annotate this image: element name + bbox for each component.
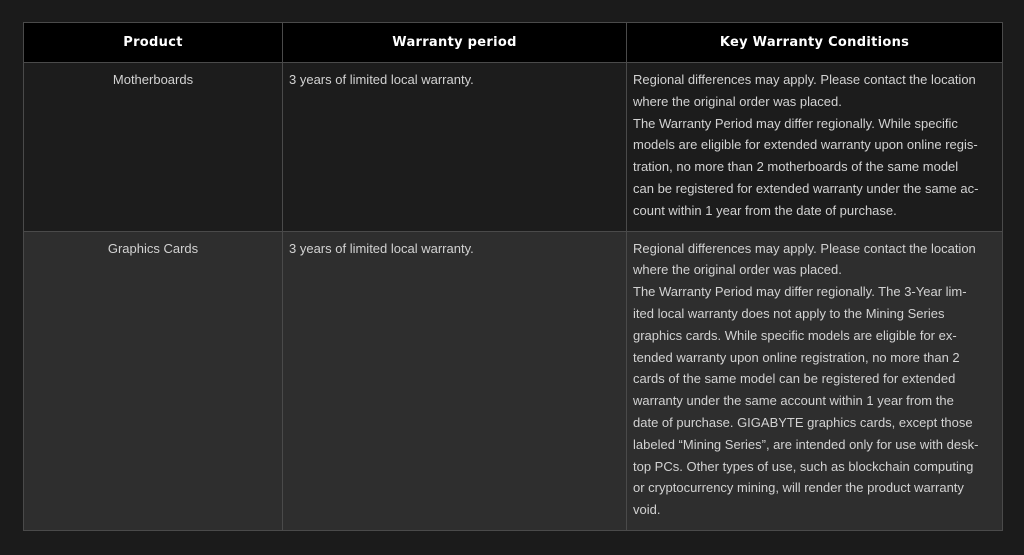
conditions-cell bbox=[627, 63, 1003, 232]
conditions-text: Regional differences may apply. Please contact the location where the original order was placed. The Warranty Period may differ regionally. While specific models are eligible for extended warranty upon online regis- tration, no more than 2 motherboards of the same model can be registered for extended warranty under the same ac- count within 1 year from the date of purchase. bbox=[633, 72, 979, 218]
table-row bbox=[24, 231, 1003, 530]
conditions-cell bbox=[627, 231, 1003, 530]
header-row bbox=[24, 23, 1003, 63]
conditions-text: Regional differences may apply. Please contact the location where the original order was placed. The Warranty Period may differ regionally. The 3-Year lim- ited local warranty does not apply to the Mining Series graphics cards. While specific models are eligible for ex- tended warranty upon online registration, no more than 2 cards of the same model can be registered for extended warranty under the same account within 1 year from the date of purchase. GIGABYTE graphics cards, except those labeled “Mining Series”, are intended only for use with desk- top PCs. Other types of use, such as blockchain computing or cryptocurrency mining, will render the product warranty void. bbox=[633, 240, 979, 518]
product-cell: Graphics Cards bbox=[24, 231, 283, 530]
header-warranty-period: Warranty period bbox=[283, 23, 627, 63]
header-product: Product bbox=[24, 23, 283, 63]
product-cell: Motherboards bbox=[24, 63, 283, 232]
table-header bbox=[24, 23, 1003, 63]
table-body bbox=[24, 63, 1003, 531]
warranty-period-cell: 3 years of limited local warranty. bbox=[283, 63, 627, 232]
warranty-table-container bbox=[23, 22, 1002, 531]
warranty-table bbox=[23, 22, 1003, 531]
table-row bbox=[24, 63, 1003, 232]
warranty-period-cell: 3 years of limited local warranty. bbox=[283, 231, 627, 530]
header-key-conditions: Key Warranty Conditions bbox=[627, 23, 1003, 63]
